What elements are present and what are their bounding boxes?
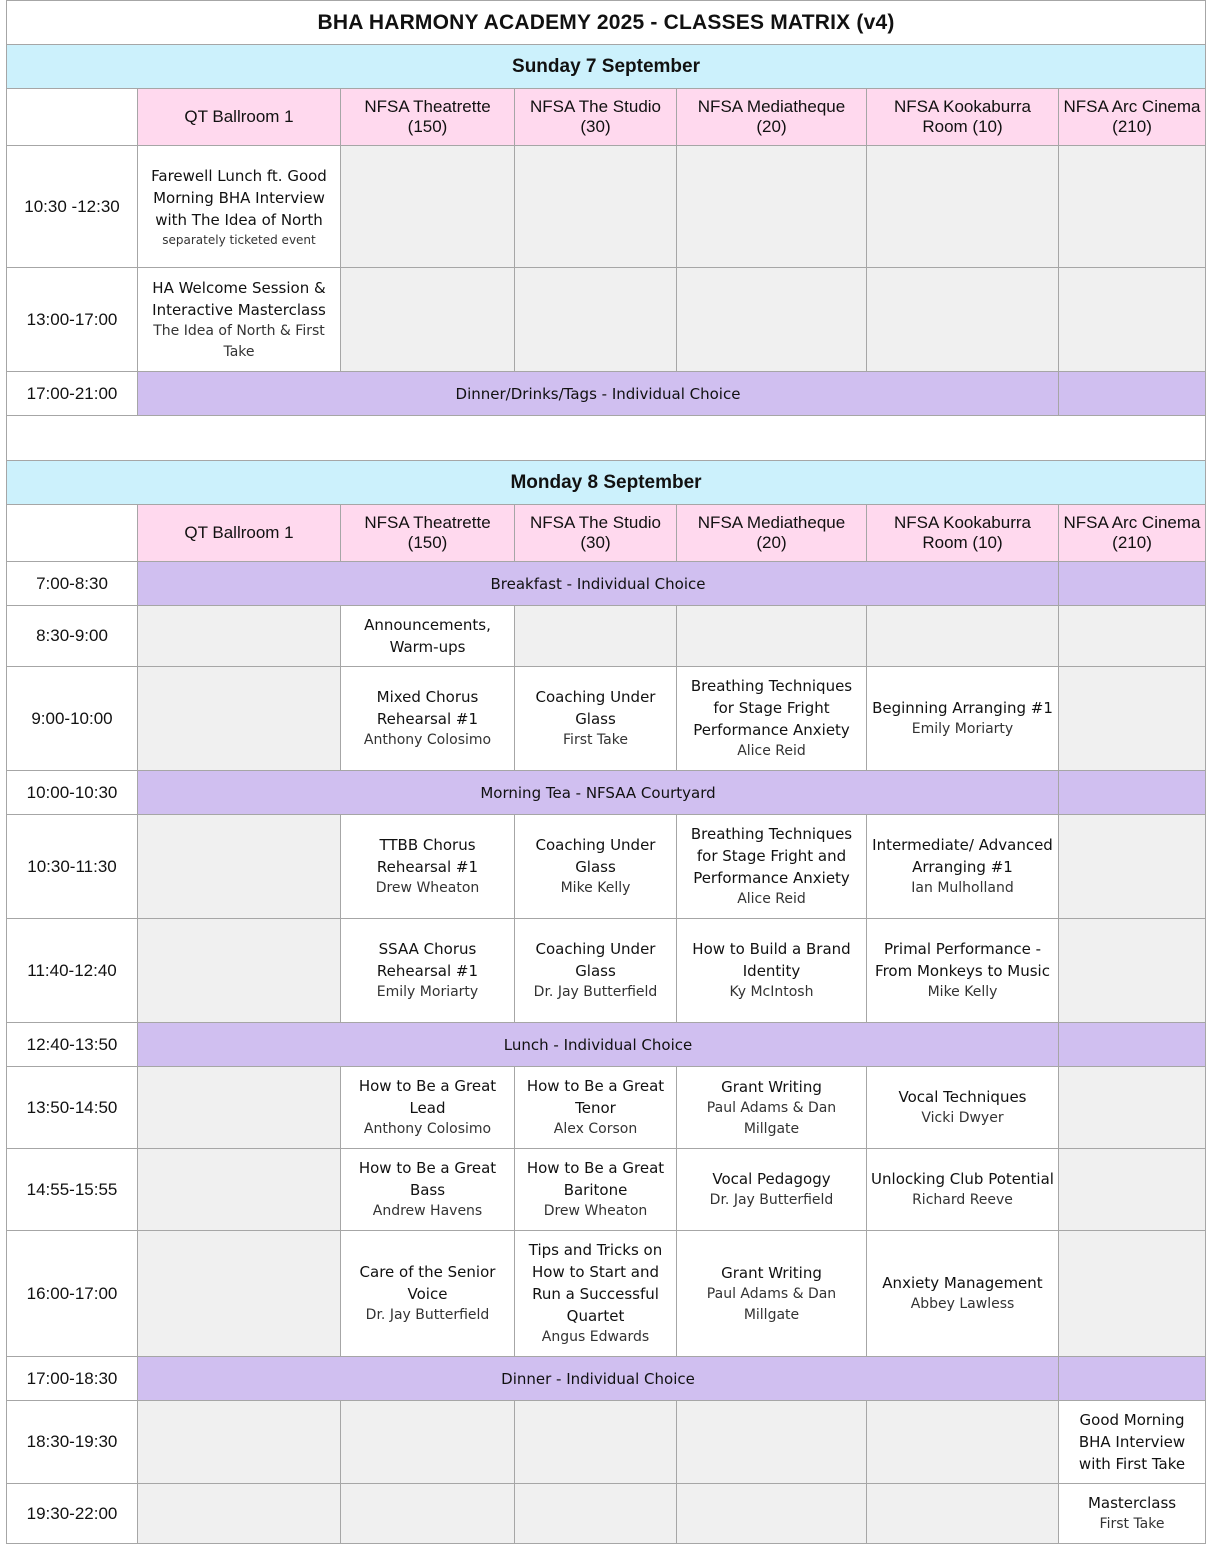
session-presenter: Dr. Jay Butterfield [709,1192,834,1208]
time-slot: 10:00-10:30 [7,771,138,815]
session-cell [677,815,867,919]
session-presenter: Emily Moriarty [911,721,1014,737]
empty-cell [1059,1149,1206,1231]
venue-header: NFSA Theatrette (150) [341,505,515,562]
session-title: Coaching Under Glass [535,688,656,728]
session-presenter: Dr. Jay Butterfield [365,1307,490,1323]
session-title: Vocal Techniques [898,1088,1027,1106]
time-slot: 10:30 -12:30 [7,146,138,268]
session-cell [1059,1484,1206,1544]
time-slot: 12:40-13:50 [7,1023,138,1067]
session-presenter: Andrew Havens [372,1203,483,1219]
empty-cell [1059,919,1206,1023]
meal-band: Breakfast - Individual Choice [138,562,1059,606]
session-presenter: First Take [1099,1516,1165,1532]
session-cell [515,1231,677,1357]
empty-cell [138,1231,341,1357]
time-slot: 9:00-10:00 [7,667,138,771]
session-title: Unlocking Club Potential [871,1170,1054,1188]
venue-header: NFSA Theatrette (150) [341,89,515,146]
day-spacer [7,416,1206,461]
empty-cell [515,1484,677,1544]
meal-band: Dinner/Drinks/Tags - Individual Choice [138,372,1059,416]
session-title: Intermediate/ Advanced Arranging #1 [872,836,1053,876]
schedule-table [6,0,1206,1544]
session-presenter: Alice Reid [737,891,806,907]
session-presenter: Mike Kelly [927,984,998,1000]
empty-cell [515,1401,677,1484]
time-slot: 18:30-19:30 [7,1401,138,1484]
time-slot: 19:30-22:00 [7,1484,138,1544]
meal-band-end [1059,372,1206,416]
session-title: Masterclass [1087,1494,1177,1512]
venue-header: QT Ballroom 1 [138,89,341,146]
empty-cell [1059,667,1206,771]
session-title: Tips and Tricks on How to Start and Run a Successful Quartet [528,1241,663,1325]
day-spacer-row [7,416,1206,461]
time-slot: 10:30-11:30 [7,815,138,919]
session-title: Grant Writing [721,1263,822,1282]
empty-cell [341,146,515,268]
session-row [7,268,1206,372]
venue-header: NFSA Kookaburra Room (10) [867,505,1059,562]
empty-cell [138,919,341,1023]
session-cell [515,1067,677,1149]
session-title: Farewell Lunch ft. Good Morning BHA Interview with The Idea of North [151,166,327,229]
empty-cell [138,606,341,667]
session-presenter: Paul Adams & Dan Millgate [706,1099,837,1137]
session-presenter: Vicki Dwyer [921,1110,1004,1126]
session-cell [341,919,515,1023]
meal-row [7,1357,1206,1401]
session-cell [515,919,677,1023]
session-presenter: Mike Kelly [560,880,631,896]
session-presenter: Emily Moriarty [376,984,479,1000]
session-title: Announcements, Warm-ups [364,616,491,656]
empty-cell [1059,146,1206,268]
empty-cell [138,1067,341,1149]
session-title: How to Be a Great Bass [358,1159,497,1199]
session-note: separately ticketed event [162,232,316,247]
session-cell [515,667,677,771]
meal-band-end [1059,1023,1206,1067]
venue-header: QT Ballroom 1 [138,505,341,562]
day-header-row [7,45,1206,89]
session-title: Mixed Chorus Rehearsal #1 [376,688,479,728]
empty-cell [515,606,677,667]
session-presenter: Alex Corson [553,1121,638,1137]
session-cell [867,815,1059,919]
session-presenter: Drew Wheaton [375,880,480,896]
venue-header: NFSA Arc Cinema (210) [1059,89,1206,146]
session-presenter: Ian Mulholland [911,880,1014,896]
session-title: SSAA Chorus Rehearsal #1 [376,940,479,980]
empty-cell [677,146,867,268]
session-cell [341,1149,515,1231]
time-slot: 8:30-9:00 [7,606,138,667]
session-presenter: Drew Wheaton [543,1203,648,1219]
day-header-row [7,461,1206,505]
session-title: How to Build a Brand Identity [692,940,851,980]
session-presenter: Anthony Colosimo [363,732,492,748]
session-presenter: Richard Reeve [912,1192,1013,1208]
empty-cell [867,268,1059,372]
venue-corner [7,505,138,562]
session-title: Beginning Arranging #1 [872,699,1053,717]
session-cell [341,606,515,667]
session-title: Care of the Senior Voice [359,1263,496,1303]
day-title: Sunday 7 September [7,45,1206,89]
session-title: How to Be a Great Tenor [526,1077,665,1117]
session-row [7,1067,1206,1149]
empty-cell [1059,268,1206,372]
session-title: How to Be a Great Baritone [526,1159,665,1199]
session-title: Primal Performance - From Monkeys to Music [875,940,1050,980]
time-slot: 17:00-21:00 [7,372,138,416]
meal-band: Morning Tea - NFSAA Courtyard [138,771,1059,815]
session-presenter: Paul Adams & Dan Millgate [706,1285,837,1323]
meal-band-end [1059,562,1206,606]
session-cell [867,919,1059,1023]
session-title: TTBB Chorus Rehearsal #1 [376,836,479,876]
empty-cell [138,1149,341,1231]
session-title: Coaching Under Glass [535,940,656,980]
session-cell [341,815,515,919]
page-title: BHA HARMONY ACADEMY 2025 - CLASSES MATRIX (v4) [7,1,1206,45]
session-title: Good Morning BHA Interview with First Take [1078,1411,1186,1473]
session-presenter: Anthony Colosimo [363,1121,492,1137]
time-slot: 13:00-17:00 [7,268,138,372]
time-slot: 17:00-18:30 [7,1357,138,1401]
empty-cell [515,146,677,268]
empty-cell [341,1401,515,1484]
session-row [7,1401,1206,1484]
session-cell [867,1231,1059,1357]
session-cell [677,667,867,771]
time-slot: 7:00-8:30 [7,562,138,606]
venue-header: NFSA Kookaburra Room (10) [867,89,1059,146]
venue-header: NFSA Arc Cinema (210) [1059,505,1206,562]
venue-header: NFSA Mediatheque (20) [677,89,867,146]
session-title: Grant Writing [721,1077,822,1096]
empty-cell [677,1484,867,1544]
empty-cell [138,1484,341,1544]
empty-cell [1059,1067,1206,1149]
empty-cell [1059,606,1206,667]
session-cell [341,667,515,771]
time-slot: 13:50-14:50 [7,1067,138,1149]
session-cell [677,1149,867,1231]
venue-header: NFSA The Studio (30) [515,505,677,562]
session-title: Anxiety Management [882,1274,1043,1292]
session-title: Breathing Techniques for Stage Fright Performance Anxiety [690,677,853,739]
meal-row [7,771,1206,815]
meal-band: Lunch - Individual Choice [138,1023,1059,1067]
session-row [7,146,1206,268]
meal-row [7,1023,1206,1067]
session-title: Coaching Under Glass [535,836,656,876]
venue-header: NFSA The Studio (30) [515,89,677,146]
empty-cell [677,268,867,372]
venue-header-row [7,89,1206,146]
meal-row [7,562,1206,606]
time-slot: 16:00-17:00 [7,1231,138,1357]
empty-cell [867,606,1059,667]
venue-corner [7,89,138,146]
empty-cell [138,667,341,771]
empty-cell [1059,815,1206,919]
meal-row [7,372,1206,416]
session-presenter: First Take [563,732,628,748]
session-cell [867,1067,1059,1149]
session-presenter: Dr. Jay Butterfield [533,984,658,1000]
session-row [7,1484,1206,1544]
empty-cell [341,1484,515,1544]
session-row [7,919,1206,1023]
session-cell [515,1149,677,1231]
session-cell [1059,1401,1206,1484]
empty-cell [867,1401,1059,1484]
session-presenter: Alice Reid [737,743,806,759]
empty-cell [1059,1231,1206,1357]
meal-band: Dinner - Individual Choice [138,1357,1059,1401]
empty-cell [138,1401,341,1484]
empty-cell [677,606,867,667]
session-cell [341,1067,515,1149]
venue-header: NFSA Mediatheque (20) [677,505,867,562]
session-cell [515,815,677,919]
time-slot: 11:40-12:40 [7,919,138,1023]
session-cell [677,1231,867,1357]
meal-band-end [1059,771,1206,815]
session-title: Vocal Pedagogy [712,1170,831,1188]
empty-cell [867,146,1059,268]
session-cell [138,146,341,268]
session-presenter: Angus Edwards [541,1329,650,1345]
session-title: Breathing Techniques for Stage Fright and Performance Anxiety [690,825,853,887]
session-cell [677,1067,867,1149]
session-row [7,1231,1206,1357]
session-presenter: The Idea of North & First Take [153,322,325,360]
classes-matrix [6,0,1205,1544]
venue-header-row [7,505,1206,562]
session-presenter: Abbey Lawless [910,1296,1015,1312]
empty-cell [138,815,341,919]
day-title: Monday 8 September [7,461,1206,505]
time-slot: 14:55-15:55 [7,1149,138,1231]
session-cell [867,1149,1059,1231]
session-cell [677,919,867,1023]
session-cell [138,268,341,372]
session-presenter: Ky McIntosh [729,984,814,1000]
title-row [7,1,1206,45]
empty-cell [515,268,677,372]
session-row [7,667,1206,771]
session-title: How to Be a Great Lead [358,1077,497,1117]
session-cell [341,1231,515,1357]
session-row [7,606,1206,667]
session-row [7,815,1206,919]
empty-cell [341,268,515,372]
session-row [7,1149,1206,1231]
empty-cell [677,1401,867,1484]
meal-band-end [1059,1357,1206,1401]
empty-cell [867,1484,1059,1544]
session-cell [867,667,1059,771]
session-title: HA Welcome Session & Interactive Masterclass [152,278,326,319]
